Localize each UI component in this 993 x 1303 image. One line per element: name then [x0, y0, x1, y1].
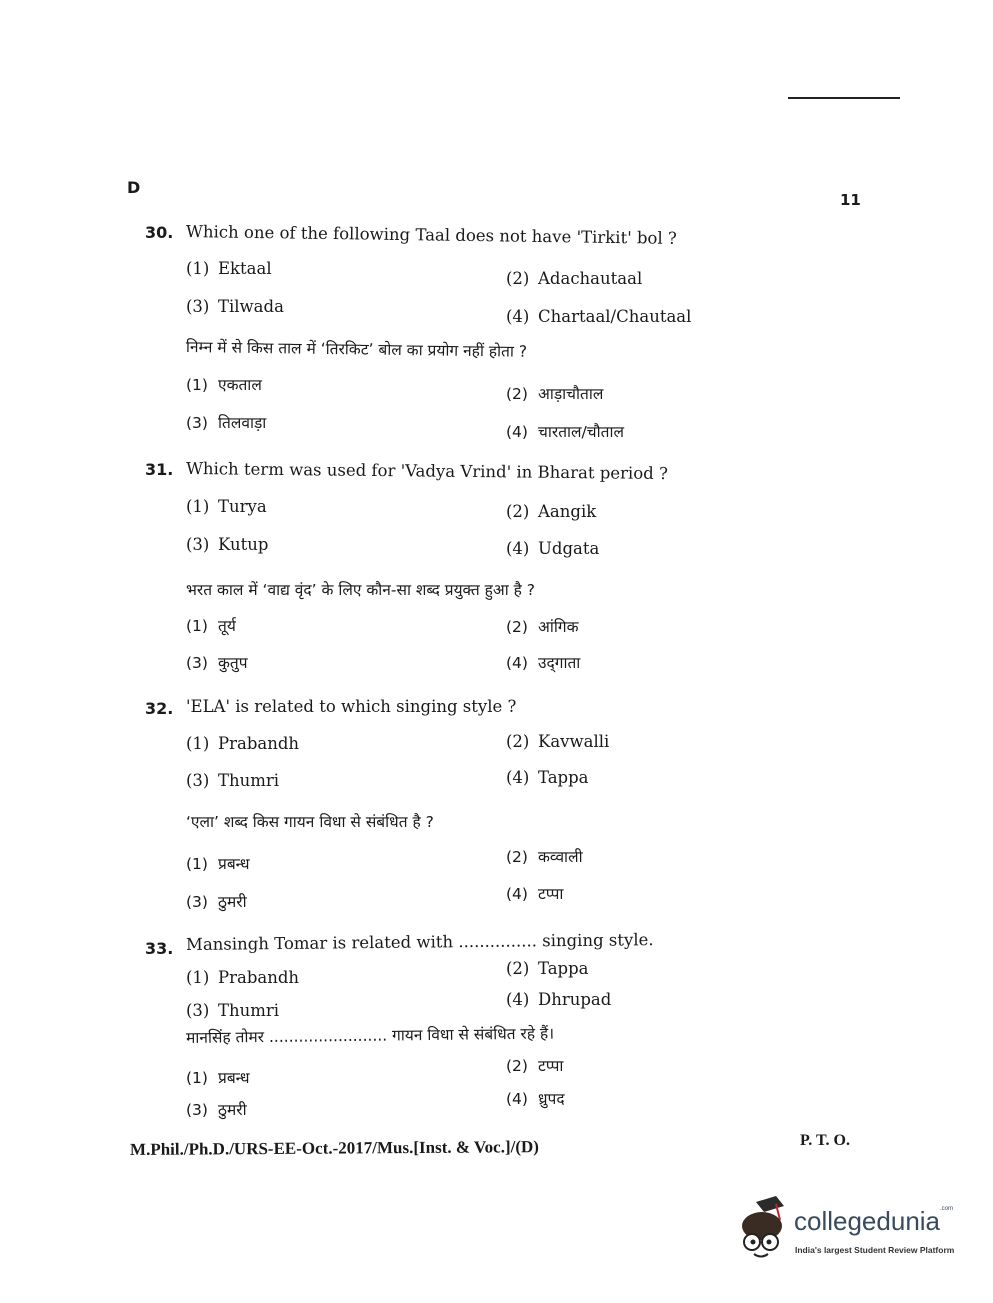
option-number: (3) — [186, 414, 208, 432]
option-number: (2) — [506, 502, 530, 521]
option-text: Prabandh — [218, 968, 300, 987]
option — [186, 771, 279, 790]
option-number: (1) — [186, 968, 210, 987]
option — [506, 1054, 563, 1076]
question-text-en: Which term was used for 'Vadya Vrind' in Bharat period ? — [185, 459, 668, 484]
option-number: (3) — [186, 893, 208, 911]
option-text: प्रबन्ध — [218, 855, 250, 873]
question-text-hi: भरत काल में ‘वाद्य वृंद’ के लिए कौन-सा शब्द प्रयुक्त हुआ है ? — [186, 581, 536, 599]
option-number: (4) — [506, 307, 530, 326]
question-number: 30. — [145, 223, 174, 242]
option-text: Tilwada — [218, 297, 284, 316]
option — [506, 651, 580, 673]
option-text: Kavwalli — [538, 732, 610, 751]
option-number: (2) — [506, 848, 528, 866]
option — [186, 614, 236, 636]
option — [506, 845, 583, 867]
brand-tagline: India's largest Student Review Platform — [795, 1245, 955, 1255]
option-text: Tappa — [538, 959, 589, 978]
option-text: आड़ाचौताल — [538, 385, 604, 403]
option-text: कव्वाली — [538, 848, 583, 866]
option-number: (1) — [186, 259, 210, 278]
option — [506, 959, 589, 978]
option-text: Adachautaal — [538, 269, 643, 288]
question-text-en: Which one of the following Taal does not have 'Tirkit' bol ? — [185, 222, 677, 248]
option — [506, 768, 589, 787]
option-number: (1) — [186, 855, 208, 873]
option-number: (1) — [186, 617, 208, 635]
option-text: Chartaal/Chautaal — [538, 307, 692, 326]
option — [506, 732, 609, 751]
option — [506, 502, 596, 521]
option-text: टप्पा — [538, 1057, 564, 1075]
option-number: (3) — [186, 1101, 208, 1119]
option — [506, 990, 611, 1009]
option — [506, 269, 642, 288]
brand-name — [794, 1206, 953, 1237]
option — [186, 734, 299, 753]
header-rule — [788, 97, 900, 99]
option-number: (4) — [506, 423, 528, 441]
option — [506, 307, 691, 326]
option-text: Tappa — [538, 768, 589, 787]
option-number: (4) — [506, 990, 530, 1009]
mascot-icon — [742, 1196, 784, 1257]
option-text: ठुमरी — [218, 1101, 247, 1119]
option-number: (2) — [506, 959, 530, 978]
option-text: उद्‌गाता — [538, 654, 581, 672]
option-text: आंगिक — [538, 618, 579, 636]
option-number: (3) — [186, 654, 208, 672]
option — [186, 1001, 279, 1020]
option — [506, 615, 579, 637]
option-number: (2) — [506, 269, 530, 288]
option-number: (4) — [506, 539, 530, 558]
question-text-en: 'ELA' is related to which singing style ? — [186, 697, 517, 716]
option-number: (1) — [186, 1069, 208, 1087]
option-number: (3) — [186, 535, 210, 554]
option-number: (2) — [506, 618, 528, 636]
option — [186, 968, 299, 987]
option — [506, 420, 624, 442]
option — [506, 1087, 565, 1109]
option — [186, 535, 268, 554]
option-text: Thumri — [218, 1001, 280, 1020]
option — [186, 852, 250, 874]
option-number: (4) — [506, 1090, 528, 1108]
option-number: (1) — [186, 376, 208, 394]
question-text-hi: ‘एला’ शब्द किस गायन विधा से संबंधित है ? — [186, 813, 434, 831]
option-number: (4) — [506, 885, 528, 903]
option — [186, 297, 284, 316]
option — [186, 497, 267, 516]
brand-text: collegedunia — [794, 1206, 941, 1236]
option — [186, 1098, 247, 1120]
question-number: 31. — [145, 460, 174, 479]
option-text: एकताल — [218, 376, 262, 394]
option — [186, 259, 272, 278]
option — [506, 539, 599, 558]
option — [506, 882, 563, 904]
option-number: (3) — [186, 771, 210, 790]
option-number: (2) — [506, 1057, 528, 1075]
option — [186, 373, 262, 395]
option-text: Ektaal — [218, 259, 272, 278]
option-text: चारताल/चौताल — [538, 423, 624, 441]
option-text: Thumri — [218, 771, 280, 790]
question-text-hi: मानसिंह तोमर ........................ गायन विधा से संबंधित रहे हैं। — [185, 1024, 555, 1047]
option-text: ध्रुपद — [538, 1090, 565, 1108]
option-text: Prabandh — [218, 734, 300, 753]
option-text: प्रबन्ध — [218, 1069, 250, 1087]
brand-domain: .com — [940, 1206, 954, 1212]
option-text: तिलवाड़ा — [218, 414, 267, 432]
exam-code: M.Phil./Ph.D./URS-EE-Oct.-2017/Mus.[Inst. & Voc.]/(D) — [129, 1137, 540, 1159]
option — [186, 411, 266, 433]
option-text: Kutup — [218, 535, 269, 554]
option-number: (4) — [506, 654, 528, 672]
option — [186, 890, 247, 912]
option-text: ठुमरी — [218, 893, 247, 911]
page-number: 11 — [840, 191, 861, 209]
option-text: Udgata — [538, 539, 600, 558]
option — [506, 382, 603, 404]
option-text: कुतुप — [218, 654, 248, 672]
question-number: 33. — [145, 939, 174, 958]
paper-series: D — [127, 178, 141, 197]
question-number: 32. — [145, 699, 174, 718]
option-text: टप्पा — [538, 885, 564, 903]
option-text: तूर्य — [218, 617, 236, 635]
question-text-en: Mansingh Tomar is related with ............... singing style. — [185, 930, 654, 954]
option-number: (4) — [506, 768, 530, 787]
option-number: (1) — [186, 497, 210, 516]
option-text: Aangik — [538, 502, 597, 521]
option-number: (2) — [506, 732, 530, 751]
question-text-hi: निम्न में से किस ताल में ‘तिरकिट’ बोल का प्रयोग नहीं होता ? — [185, 338, 528, 361]
option-text: Dhrupad — [538, 990, 612, 1009]
option — [186, 651, 248, 673]
option-number: (3) — [186, 297, 210, 316]
option-text: Turya — [218, 497, 267, 516]
option-number: (3) — [186, 1001, 210, 1020]
option-number: (2) — [506, 385, 528, 403]
please-turn-over: P. T. O. — [800, 1132, 850, 1149]
option-number: (1) — [186, 734, 210, 753]
option — [186, 1066, 250, 1088]
